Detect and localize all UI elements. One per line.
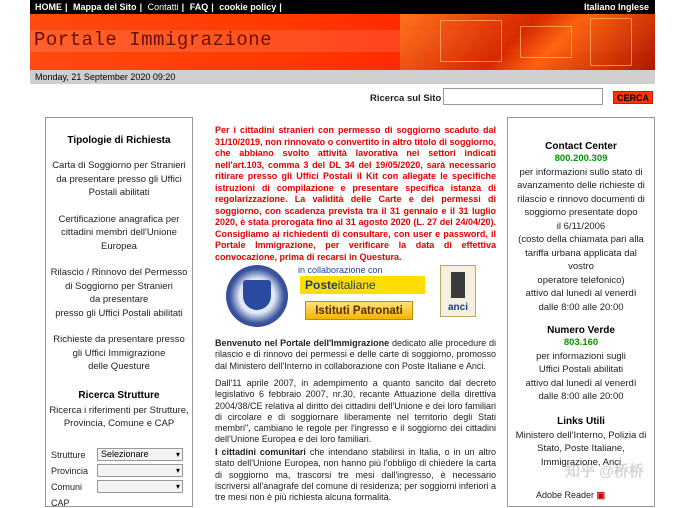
- site-title: Portale Immigrazione: [34, 29, 273, 51]
- comuni-label: Comuni: [51, 482, 83, 492]
- request-item-certificazione[interactable]: Certificazione anagrafica per cittadini membri dell'Unione Europea: [58, 213, 180, 252]
- eu-rules-paragraph: Dall'11 aprile 2007, in adempimento a quanto sancito dal decreto legislativo 6 febbraio 2007, nr.30, recante Attuazione della direttiva 2004/38/CE relativa al diritto dei cittadini dell'Unione e dei loro familiari di circolare e di soggiornare liberamente nel territorio degli Stati membri", cambiano le regole per l'ingresso e il soggiorno dei cittadini dell'Unione Europea e dei loro familiari.: [215, 378, 496, 445]
- top-nav-bar: [30, 0, 655, 14]
- numero-verde-number: 803.160: [563, 337, 599, 348]
- nav-site-map-link[interactable]: Mappa del Sito: [73, 2, 137, 12]
- anci-logo[interactable]: anci: [440, 265, 476, 317]
- numero-verde-info: per informazioni sugli Uffici Postali abilitati attivo dal lunedì al venerdì dalle 8:00 alle 20:00: [525, 350, 637, 402]
- nav-cookie-policy-link[interactable]: cookie policy: [219, 2, 277, 12]
- current-date: Monday, 21 September 2020 09:20: [35, 72, 176, 82]
- strutture-label: Strutture: [51, 450, 86, 460]
- chevron-down-icon: ▾: [175, 482, 180, 491]
- eu-citizens-paragraph: I cittadini comunitari che intendano stabilirsi in Italia, o in un altro stato dell'Unione Europea, non hanno più l'obbligo di chiedere la carta di soggiorno ma, trascorsi tre mesi dall'ingresso, è necessario iscriversi all'anagrafe del comune di residenza; per soggiorni inferiori a tre mesi non è più richiesta alcuna formalità.: [215, 447, 496, 503]
- useful-links-list[interactable]: Ministero dell'Interno, Polizia di Stato, Poste Italiane, Immigrazione, Anci: [515, 429, 647, 468]
- poste-italiane-logo[interactable]: Posteitaliane: [300, 276, 425, 294]
- provincia-select[interactable]: [97, 464, 183, 477]
- nav-contacts-link[interactable]: Contatti: [147, 2, 179, 12]
- numero-verde-heading: Numero Verde: [547, 325, 615, 336]
- request-item-permesso[interactable]: Rilascio / Rinnovo del Permesso di Soggiorno per Stranieri da presentare presso gli Uffici Postali abilitati: [50, 267, 188, 319]
- regularization-notice: Per i cittadini stranieri con permesso di soggiorno scaduto dal 31/10/2019, non rinnovato o convertito in altro titolo di soggiorno, che abbiano svolto attività lavorativa nei settori indicati nell'art.103, comma 3 del DL 34 del 19/05/2020, sarà necessario ritirare presso gli Uffici Postali il Kit con allegate le specifiche istruzioni di compilazione e presentare specifica istanza di regolarizzazione. La validità delle Carte e dei permessi di soggiorno, con scadenza prevista tra il 31 gennaio e il 31 luglio 2020, è stata prorogata fino al 31 agosto 2020 (L. 27 del 24/04/20). Consigliamo ai richiedenti di consultare, con user e password, il Portale Immigrazione, per verificare la data di effettiva convocazione, prima di recarsi in Questura.: [215, 125, 496, 262]
- search-input[interactable]: [443, 88, 603, 105]
- useful-links-heading: Links Utili: [557, 415, 605, 427]
- header-banner: [30, 14, 655, 70]
- search-label: Ricerca sul Sito: [370, 93, 442, 104]
- contact-center-heading: Contact Center: [545, 141, 617, 152]
- ministry-emblem-logo: [226, 265, 288, 327]
- chevron-down-icon: ▾: [175, 466, 180, 475]
- provincia-label: Provincia: [51, 466, 89, 476]
- nav-home-link[interactable]: HOME: [35, 2, 62, 12]
- nav-faq-link[interactable]: FAQ: [189, 2, 209, 12]
- request-types-panel: [45, 117, 193, 507]
- contact-center-info: per informazioni sullo stato di avanzamento delle richieste di rilascio e rinnovo documenti di soggiorno presentate dopo il 6/11/2006 (costo della chiamata pari alla tariffa urbana applicata dal vostro operatore telefonico) attivo dal lunedì al venerdì dalle 8:00 alle 20:00: [517, 166, 645, 313]
- search-structures-heading: Ricerca Strutture: [78, 389, 160, 401]
- date-bar: [30, 70, 655, 84]
- cap-label: CAP: [51, 498, 70, 508]
- contact-center-number: 800.200.309: [554, 153, 608, 164]
- banner-decoration: [400, 14, 655, 70]
- comuni-select[interactable]: [97, 480, 183, 493]
- search-structures-description: Ricerca i riferimenti per Strutture, Provincia, Comune e CAP: [49, 404, 189, 429]
- watermark: 知乎 @桥桥: [565, 463, 644, 480]
- search-button[interactable]: CERCA: [613, 91, 653, 104]
- chevron-down-icon: ▾: [175, 450, 180, 459]
- pdf-icon: ▣: [596, 490, 606, 500]
- top-nav: HOME | Mappa del Sito | Contatti | FAQ | cookie policy |: [35, 2, 282, 12]
- request-item-questure[interactable]: Richieste da presentare presso gli Uffici Immigrazione delle Questure: [53, 334, 185, 372]
- istituti-patronati-logo[interactable]: Istituti Patronati: [305, 301, 413, 320]
- language-switch[interactable]: Italiano Inglese: [583, 2, 649, 12]
- strutture-select[interactable]: Selezionare ▾: [97, 448, 183, 461]
- intro-paragraph: Benvenuto nel Portale dell'Immigrazione dedicato alle procedure di rilascio e di rinnovo dei permessi e delle carte di soggiorno, promosso dal Ministero dell'Interno in collaborazione con Poste Italiane e Anci.: [215, 338, 496, 371]
- request-types-heading: Tipologie di Richiesta: [67, 135, 171, 146]
- adobe-reader-link[interactable]: Adobe Reader ▣: [536, 490, 606, 500]
- request-item-carta[interactable]: Carta di Soggiorno per Stranieri da presentare presso gli Uffici Postali abilitati: [52, 160, 186, 198]
- contacts-panel: [507, 117, 655, 507]
- collaboration-label: in collaborazione con: [298, 265, 383, 275]
